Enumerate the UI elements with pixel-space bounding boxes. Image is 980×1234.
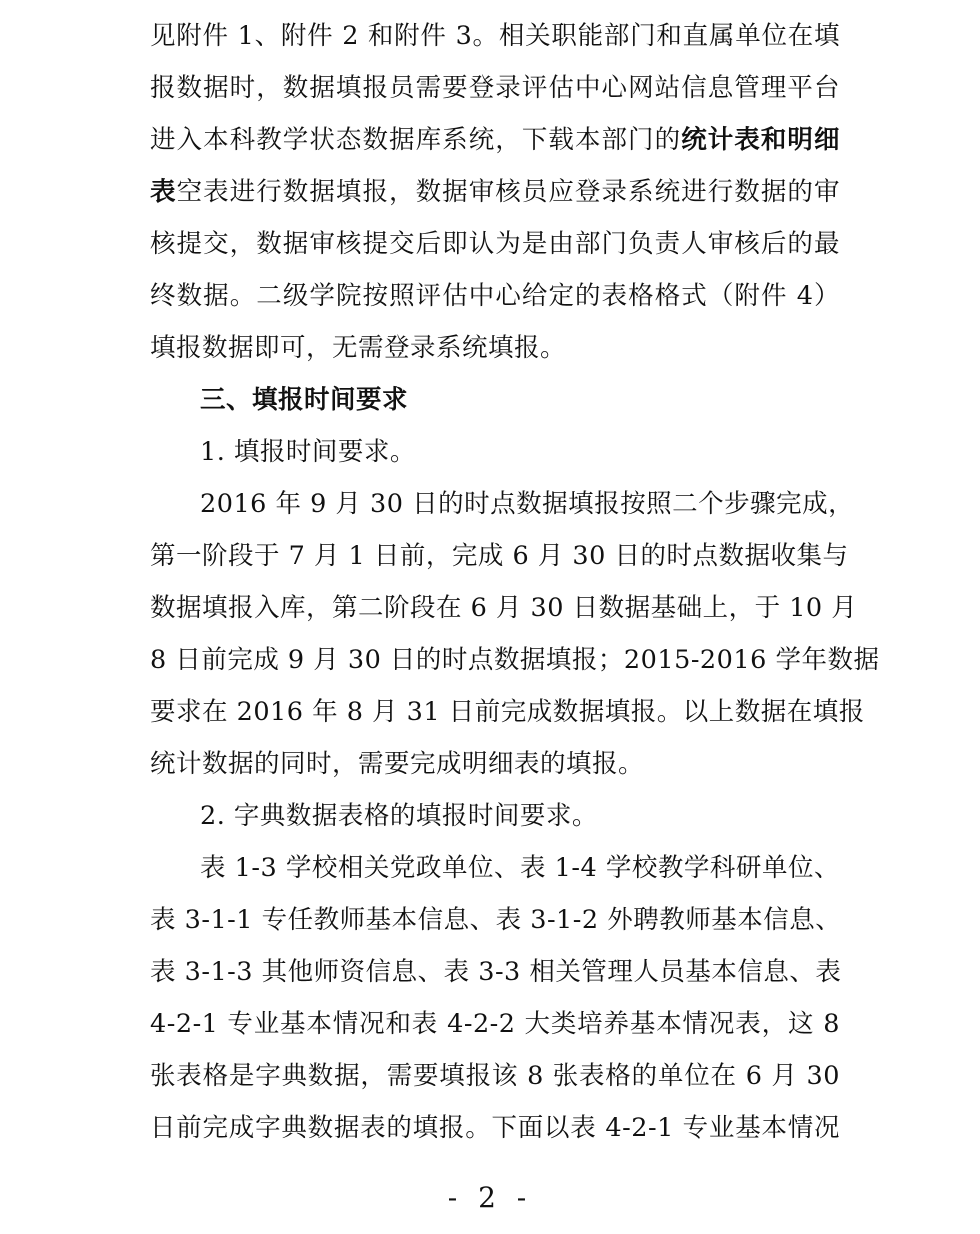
paragraph-line: 表 3-1-1 专任教师基本信息、表 3-1-2 外聘教师基本信息、 bbox=[150, 905, 842, 935]
paragraph-line: 核提交，数据审核提交后即认为是由部门负责人审核后的最 bbox=[150, 229, 840, 259]
paragraph-line: 见附件 1、附件 2 和附件 3。相关职能部门和直属单位在填 bbox=[150, 21, 840, 51]
paragraph-line: 张表格是字典数据，需要填报该 8 张表格的单位在 6 月 30 bbox=[150, 1061, 840, 1091]
paragraph-line: 要求在 2016 年 8 月 31 日前完成数据填报。以上数据在填报 bbox=[150, 697, 865, 727]
subsection-title: 1. 填报时间要求。 bbox=[200, 437, 416, 467]
paragraph-line: 日前完成字典数据表的填报。下面以表 4-2-1 专业基本情况 bbox=[150, 1113, 840, 1143]
paragraph-line bbox=[150, 120, 840, 160]
paragraph-line: 4-2-1 专业基本情况和表 4-2-2 大类培养基本情况表，这 8 bbox=[150, 1009, 840, 1039]
paragraph-line: 数据填报入库，第二阶段在 6 月 30 日数据基础上，于 10 月 bbox=[150, 593, 858, 623]
paragraph-line: 表 1-3 学校相关党政单位、表 1-4 学校教学科研单位、 bbox=[200, 853, 840, 883]
paragraph-text: 空表进行数据填报，数据审核员应登录系统进行数据的审 bbox=[176, 177, 840, 207]
subsection-title: 2. 字典数据表格的填报时间要求。 bbox=[200, 801, 598, 831]
paragraph-line: 报数据时，数据填报员需要登录评估中心网站信息管理平台 bbox=[150, 73, 840, 103]
paragraph-line: 填报数据即可，无需登录系统填报。 bbox=[150, 333, 567, 363]
paragraph-line: 8 日前完成 9 月 30 日的时点数据填报；2015-2016 学年数据 bbox=[150, 645, 880, 675]
paragraph-line: 第一阶段于 7 月 1 日前，完成 6 月 30 日的时点数据收集与 bbox=[150, 541, 849, 571]
paragraph-line: 2016 年 9 月 30 日的时点数据填报按照二个步骤完成， bbox=[200, 489, 855, 519]
paragraph-line: 统计数据的同时，需要完成明细表的填报。 bbox=[150, 749, 645, 779]
bold-phrase: 统计表和明细 bbox=[681, 125, 840, 155]
paragraph-text: 进入本科教学状态数据库系统，下载本部门的 bbox=[150, 125, 682, 155]
page-number: - 2 - bbox=[447, 1181, 533, 1214]
paragraph-line: 表 3-1-3 其他师资信息、表 3-3 相关管理人员基本信息、表 bbox=[150, 957, 842, 987]
bold-phrase: 表 bbox=[150, 177, 177, 207]
paragraph-line bbox=[150, 172, 840, 212]
section-heading: 三、填报时间要求 bbox=[200, 385, 409, 415]
paragraph-line: 终数据。二级学院按照评估中心给定的表格格式（附件 4） bbox=[150, 281, 840, 311]
